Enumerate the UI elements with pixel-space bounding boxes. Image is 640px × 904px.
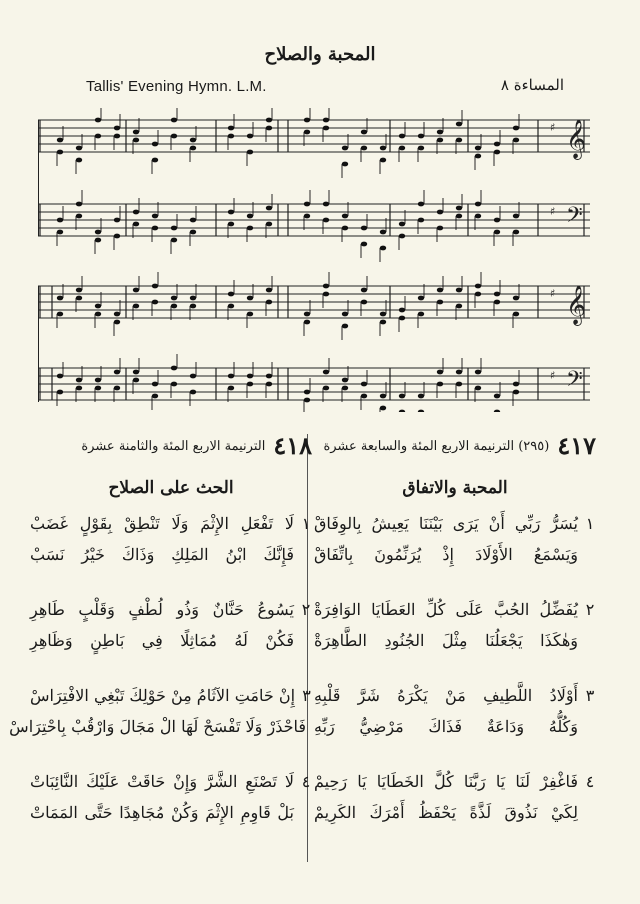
note-head [437, 138, 443, 143]
note-head [304, 398, 310, 403]
note-head [342, 386, 348, 391]
note-head [266, 374, 272, 379]
sharp-icon: ♯ [550, 287, 556, 300]
note-head [304, 320, 310, 325]
note-head [228, 210, 234, 215]
note-head [342, 378, 348, 383]
stanza-number: ٣ [302, 686, 311, 705]
note-head [399, 222, 405, 227]
stanza [30, 594, 312, 656]
note-head [380, 406, 386, 411]
note-head [513, 382, 519, 387]
hymn-reference: (٢٩٥) الترنيمة الاربع المئة والسابعة عشرة [323, 438, 550, 454]
note-head [475, 386, 481, 391]
stanza-line [314, 539, 596, 570]
stanza-line [314, 594, 596, 625]
note-head [95, 304, 101, 309]
note-head [114, 134, 120, 139]
verse-line: فَاغْفِرْ لَنَا يَا رَبَّنَا كُلَّ الخَطَايَا يَا رَحِيمْ [314, 772, 578, 791]
note-head [456, 304, 462, 309]
stanza [314, 766, 596, 828]
stanza-line [30, 594, 312, 625]
note-head [95, 118, 101, 123]
note-head [190, 296, 196, 301]
note-head [76, 378, 82, 383]
note-head [76, 146, 82, 151]
note-head [304, 202, 310, 207]
note-head [475, 284, 481, 289]
note-head [475, 202, 481, 207]
note-head [247, 382, 253, 387]
note-head [133, 288, 139, 293]
note-head [152, 394, 158, 399]
note-head [266, 382, 272, 387]
note-head [133, 370, 139, 375]
note-head [133, 210, 139, 215]
note-head [323, 118, 329, 123]
note-head [437, 130, 443, 135]
note-head [171, 238, 177, 243]
note-head [190, 304, 196, 309]
note-head [95, 238, 101, 243]
note-head [152, 214, 158, 219]
note-head [323, 202, 329, 207]
sharp-icon: ♯ [550, 205, 556, 218]
note-head [76, 296, 82, 301]
note-head [152, 142, 158, 147]
note-head [247, 226, 253, 231]
verse-line: لِكَيْ نَذُوقَ لَذَّةً يَحْفَظُ أَمْرَكَ الكَرِيمْ [314, 803, 578, 822]
score-svg [38, 108, 590, 412]
note-head [437, 288, 443, 293]
note-head [247, 312, 253, 317]
sharp-icon: ♯ [550, 369, 556, 382]
stanza [30, 766, 312, 828]
stanza-line [30, 508, 312, 539]
note-head [342, 214, 348, 219]
note-head [456, 288, 462, 293]
stanza [9, 680, 312, 742]
stanza-line [314, 680, 596, 711]
note-head [380, 158, 386, 163]
stanza-number: ١ [585, 514, 595, 533]
note-head [228, 126, 234, 131]
note-head [361, 394, 367, 399]
note-head [418, 202, 424, 207]
verse-line: يَسُوعُ حَنَّانٌ وَذُو لُطْفٍ وَقَلْبٍ طَاهِرِ [30, 600, 294, 619]
note-head [190, 138, 196, 143]
note-head [266, 206, 272, 211]
note-head [114, 218, 120, 223]
verse-line: لَا تَفْعَلِ الإِثْمَ وَلَا تَنْطِقْ بِقَوْلٍ غَضَبْ [30, 514, 294, 533]
note-head [171, 366, 177, 371]
note-head [380, 394, 386, 399]
note-head [456, 206, 462, 211]
stanza-number: ٢ [301, 600, 311, 619]
note-head [323, 126, 329, 131]
note-head [133, 222, 139, 227]
stanza-line [30, 797, 312, 828]
note-head [228, 134, 234, 139]
hymn-reference: الترنيمة الاربع المئة والثامنة عشرة [81, 438, 266, 454]
note-head [513, 390, 519, 395]
hymn-header [314, 432, 596, 460]
bass-clef-icon: 𝄢 [566, 203, 583, 233]
note-head [399, 316, 405, 321]
note-head [418, 134, 424, 139]
note-head [133, 378, 139, 383]
note-head [399, 234, 405, 239]
note-head [57, 230, 63, 235]
note-head [114, 370, 120, 375]
note-head [171, 382, 177, 387]
note-head [266, 118, 272, 123]
note-head [228, 222, 234, 227]
note-head [190, 146, 196, 151]
note-head [513, 126, 519, 131]
note-head [418, 410, 424, 412]
note-head [57, 150, 63, 155]
stanza-line [314, 508, 596, 539]
note-head [513, 214, 519, 219]
note-head [190, 218, 196, 223]
note-head [247, 296, 253, 301]
note-head [494, 150, 500, 155]
note-head [342, 324, 348, 329]
stanza-line [30, 625, 312, 656]
hymn-header [30, 432, 312, 460]
stanza-line [314, 711, 596, 742]
note-head [361, 382, 367, 387]
note-head [114, 386, 120, 391]
stanza-line [30, 539, 312, 570]
note-head [247, 150, 253, 155]
note-head [247, 214, 253, 219]
note-head [342, 226, 348, 231]
note-head [361, 300, 367, 305]
note-head [399, 410, 405, 412]
treble-clef-icon: 𝄞 [566, 285, 587, 325]
note-head [437, 370, 443, 375]
note-head [380, 312, 386, 317]
hymn-number: ٤١٧ [557, 431, 596, 460]
note-head [76, 214, 82, 219]
note-head [494, 394, 500, 399]
stanza-number: ٣ [585, 686, 595, 705]
note-head [190, 374, 196, 379]
note-head [380, 246, 386, 251]
note-head [114, 234, 120, 239]
note-head [152, 300, 158, 305]
note-head [399, 308, 405, 313]
note-head [380, 146, 386, 151]
note-head [380, 320, 386, 325]
note-head [494, 292, 500, 297]
note-head [418, 312, 424, 317]
stanza-line [314, 766, 596, 797]
note-head [323, 284, 329, 289]
note-head [190, 390, 196, 395]
note-head [304, 118, 310, 123]
verse-line: فَاحْذَرْ وَلَا تَفْسَحْ لَهَا الْ مَجَالَ وَارْقُبْ بِاحْتِرَاسْ [9, 717, 306, 736]
note-head [361, 242, 367, 247]
stanza-line [30, 766, 312, 797]
note-head [152, 158, 158, 163]
note-head [437, 210, 443, 215]
verse-line: فَكُنْ لَهُ مُمَاثِلًا فِي بَاطِنٍ وَظَاهِرِ [30, 631, 294, 650]
note-head [114, 320, 120, 325]
stanza-number: ١ [301, 514, 311, 533]
note-head [114, 312, 120, 317]
note-head [171, 304, 177, 309]
tune-name: Tallis' Evening Hymn. L.M. [86, 78, 267, 95]
note-head [494, 142, 500, 147]
note-head [323, 218, 329, 223]
note-head [456, 370, 462, 375]
verse-line: يُفَضِّلُ الحُبَّ عَلَى كُلِّ العَطَايَا الوَافِرَةْ [314, 600, 578, 619]
note-head [437, 226, 443, 231]
note-head [513, 312, 519, 317]
note-head [456, 214, 462, 219]
treble-clef-icon: 𝄞 [566, 119, 587, 159]
verse-line: وَهٰكَذَا يَجْعَلُنَا مِثْلَ الجُنُودِ الطَّاهِرَةْ [314, 631, 578, 650]
note-head [437, 382, 443, 387]
note-head [456, 138, 462, 143]
section-title: المحبة والصلاح [264, 44, 376, 65]
note-head [57, 374, 63, 379]
note-head [361, 226, 367, 231]
note-head [57, 390, 63, 395]
note-head [133, 130, 139, 135]
stanza-line [314, 797, 596, 828]
tune-meter: المساءة ٨ [500, 76, 564, 94]
note-head [133, 138, 139, 143]
verse-line: يُسَرُّ رَبِّي أَنْ يَرَى بَيْنَنَا يَعِيشُ بِالوِفَاقْ [314, 514, 578, 533]
note-head [76, 386, 82, 391]
note-head [456, 382, 462, 387]
stanza-line [314, 625, 596, 656]
note-head [475, 146, 481, 151]
note-head [171, 296, 177, 301]
note-head [190, 230, 196, 235]
note-head [304, 312, 310, 317]
note-head [152, 226, 158, 231]
note-head [304, 390, 310, 395]
note-head [418, 218, 424, 223]
note-head [399, 394, 405, 399]
bass-clef-icon: 𝄢 [566, 367, 583, 397]
note-head [418, 394, 424, 399]
note-head [266, 222, 272, 227]
note-head [266, 300, 272, 305]
note-head [342, 162, 348, 167]
stanza [314, 594, 596, 656]
note-head [380, 230, 386, 235]
sharp-icon: ♯ [550, 121, 556, 134]
note-head [456, 122, 462, 127]
note-head [342, 146, 348, 151]
note-head [361, 288, 367, 293]
verse-line: بَلْ قَاوِمِ الإِثْمَ وَكُنْ مُجَاهِدًا حَتَّى المَمَاتْ [30, 803, 294, 822]
note-head [76, 288, 82, 293]
hymn-417 [314, 432, 596, 828]
note-head [114, 126, 120, 131]
note-head [494, 218, 500, 223]
stanza [30, 508, 312, 570]
note-head [76, 158, 82, 163]
note-head [57, 138, 63, 143]
note-head [57, 312, 63, 317]
hymn-418 [9, 431, 312, 828]
stanza-number: ٤ [585, 772, 595, 791]
note-head [418, 146, 424, 151]
verse-line: وَيَسْمَعُ الأَوْلَادَ إِذْ يُرَنِّمُونَ بِاتِّفَاقْ [314, 545, 578, 564]
note-head [95, 134, 101, 139]
note-head [247, 374, 253, 379]
note-head [95, 378, 101, 383]
note-head [57, 296, 63, 301]
stanza-line [9, 711, 312, 742]
verse-line: إِنْ حَامَتِ الآثَامُ مِنْ حَوْلِكَ تَبْغِي الافْتِرَاسْ [30, 686, 296, 705]
note-head [95, 230, 101, 235]
note-head [494, 410, 500, 412]
note-head [494, 300, 500, 305]
verse-line: فَإِنَّكَ ابْنُ المَلِكِ وَذَاكَ خَيْرُ نَسَبْ [30, 545, 294, 564]
note-head [76, 202, 82, 207]
note-head [171, 118, 177, 123]
note-head [95, 312, 101, 317]
note-head [304, 214, 310, 219]
note-head [513, 296, 519, 301]
note-head [95, 386, 101, 391]
note-head [513, 138, 519, 143]
music-score [38, 108, 590, 412]
stanza [314, 680, 596, 742]
note-head [228, 292, 234, 297]
note-head [228, 386, 234, 391]
note-head [323, 292, 329, 297]
note-head [266, 126, 272, 131]
note-head [171, 226, 177, 231]
stanza-number: ٤ [301, 772, 311, 791]
note-head [228, 304, 234, 309]
verse-line: وَكُلُّهُ وَدَاعَةٌ فَذَاكَ مَرْضِيُّ رَبِّهِ [314, 717, 578, 736]
stanza-number: ٢ [585, 600, 595, 619]
note-head [475, 154, 481, 159]
hymn-subtitle: المحبة والاتفاق [402, 478, 508, 498]
hymn-subtitle: الحث على الصلاح [108, 478, 234, 498]
note-head [475, 370, 481, 375]
note-head [361, 130, 367, 135]
note-head [304, 130, 310, 135]
note-head [437, 300, 443, 305]
note-head [152, 284, 158, 289]
note-head [152, 382, 158, 387]
note-head [418, 296, 424, 301]
note-head [323, 370, 329, 375]
note-head [494, 230, 500, 235]
note-head [475, 292, 481, 297]
verse-line: أَوْلَادُ اللَّطِيفِ مَنْ يَكْرَهُ شَرَّ قَلْبِهِ [314, 686, 578, 705]
note-head [323, 386, 329, 391]
note-head [513, 230, 519, 235]
note-head [57, 218, 63, 223]
hymn-number: ٤١٨ [273, 431, 312, 460]
note-head [361, 146, 367, 151]
note-head [342, 312, 348, 317]
stanza-line [30, 680, 312, 711]
note-head [171, 134, 177, 139]
note-head [247, 134, 253, 139]
stanza [314, 508, 596, 570]
note-head [266, 288, 272, 293]
note-head [399, 146, 405, 151]
note-head [475, 214, 481, 219]
verse-line: لَا تَصْنَعِ الشَّرَّ وَإِنْ حَاقَتْ عَلَيْكَ النَّائِبَاتْ [30, 772, 294, 791]
note-head [133, 304, 139, 309]
note-head [228, 374, 234, 379]
note-head [399, 134, 405, 139]
